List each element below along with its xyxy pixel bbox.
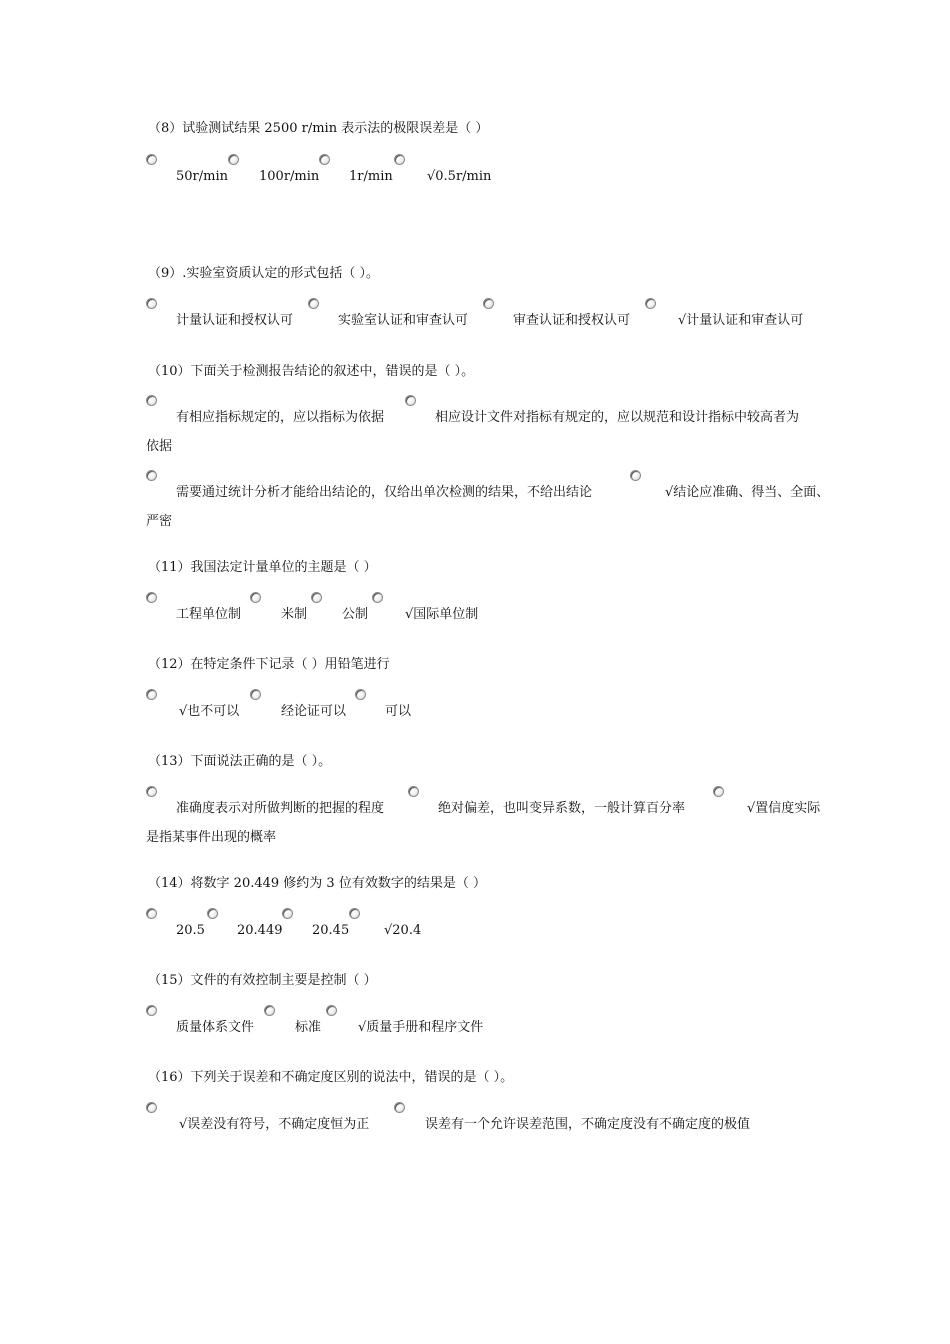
option-label: 准确度表示对所做判断的把握的程度 [176, 801, 385, 816]
question-prompt: （11）我国法定计量单位的主题是（ ） [148, 560, 377, 575]
radio-button[interactable] [207, 908, 218, 919]
radio-button[interactable] [483, 298, 494, 309]
question-prompt: （13）下面说法正确的是（ ）。 [148, 754, 332, 769]
radio-button[interactable] [250, 689, 261, 700]
option-label: 实验室认证和审查认可 [338, 313, 469, 328]
option-label: 误差有一个允许误差范围，不确定度没有不确定度的极值 [425, 1117, 751, 1132]
option-label: √误差没有符号，不确定度恒为正 [179, 1117, 370, 1132]
radio-button[interactable] [146, 298, 157, 309]
radio-button[interactable] [264, 1005, 275, 1016]
option-label: 需要通过统计分析才能给出结论的，仅给出单次检测的结果，不给出结论 [176, 485, 593, 500]
option-label: 有相应指标规定的，应以指标为依据 [176, 410, 385, 425]
radio-button[interactable] [146, 1005, 157, 1016]
option-label: 米制 [281, 607, 308, 622]
radio-button[interactable] [146, 154, 157, 165]
radio-button[interactable] [394, 1102, 405, 1113]
option-label: 可以 [385, 704, 412, 719]
radio-button[interactable] [146, 786, 157, 797]
option-label: 20.449 [237, 923, 283, 938]
option-label: √结论应准确、得当、全面、 [665, 485, 830, 500]
option-label-wrap: 是指某事件出现的概率 [146, 830, 277, 845]
option-label: √0.5r/min [427, 169, 492, 184]
option-label: √国际单位制 [405, 607, 479, 622]
radio-button[interactable] [308, 298, 319, 309]
option-label: √也不可以 [179, 704, 240, 719]
question-prompt: （14）将数字 20.449 修约为 3 位有效数字的结果是（ ） [148, 876, 486, 891]
option-label: 工程单位制 [176, 607, 242, 622]
option-label: 50r/min [176, 169, 228, 184]
radio-button[interactable] [282, 908, 293, 919]
radio-button[interactable] [146, 395, 157, 406]
radio-button[interactable] [645, 298, 656, 309]
radio-button[interactable] [713, 786, 724, 797]
radio-button[interactable] [326, 1005, 337, 1016]
option-label: 标准 [295, 1020, 322, 1035]
radio-button[interactable] [311, 592, 322, 603]
radio-button[interactable] [394, 154, 405, 165]
option-label-wrap: 严密 [146, 514, 173, 529]
option-label: √20.4 [384, 923, 422, 938]
radio-button[interactable] [228, 154, 239, 165]
option-label: 计量认证和授权认可 [176, 313, 294, 328]
option-label: √计量认证和审查认可 [678, 313, 804, 328]
option-label: 100r/min [259, 169, 320, 184]
question-prompt: （12）在特定条件下记录（ ）用铅笔进行 [148, 657, 390, 672]
radio-button[interactable] [146, 1102, 157, 1113]
option-label: 1r/min [349, 169, 393, 184]
option-label: √质量手册和程序文件 [358, 1020, 484, 1035]
radio-button[interactable] [630, 470, 641, 481]
radio-button[interactable] [372, 592, 383, 603]
option-label-wrap: 依据 [146, 439, 173, 454]
option-label: 20.5 [176, 923, 205, 938]
option-label: 相应设计文件对指标有规定的，应以规范和设计指标中较高者为 [435, 410, 800, 425]
radio-button[interactable] [146, 689, 157, 700]
question-prompt: （9）.实验室资质认定的形式包括（ ）。 [148, 266, 380, 281]
radio-button[interactable] [146, 908, 157, 919]
radio-button[interactable] [405, 395, 416, 406]
option-label: 公制 [342, 607, 369, 622]
option-label: 绝对偏差，也叫变异系数，一般计算百分率 [438, 801, 686, 816]
radio-button[interactable] [408, 786, 419, 797]
radio-button[interactable] [146, 592, 157, 603]
option-label: 审查认证和授权认可 [513, 313, 631, 328]
option-label: √置信度实际 [747, 801, 821, 816]
question-prompt: （10）下面关于检测报告结论的叙述中，错误的是（ ）。 [148, 364, 475, 379]
option-label: 20.45 [312, 923, 350, 938]
radio-button[interactable] [250, 592, 261, 603]
radio-button[interactable] [146, 470, 157, 481]
question-prompt: （8）试验测试结果 2500 r/min 表示法的极限误差是（ ） [148, 121, 489, 136]
question-prompt: （16）下列关于误差和不确定度区别的说法中，错误的是（ ）。 [148, 1070, 514, 1085]
option-label: 质量体系文件 [176, 1020, 255, 1035]
radio-button[interactable] [355, 689, 366, 700]
question-prompt: （15）文件的有效控制主要是控制（ ） [148, 973, 377, 988]
radio-button[interactable] [349, 908, 360, 919]
option-label: 经论证可以 [281, 704, 347, 719]
radio-button[interactable] [319, 154, 330, 165]
